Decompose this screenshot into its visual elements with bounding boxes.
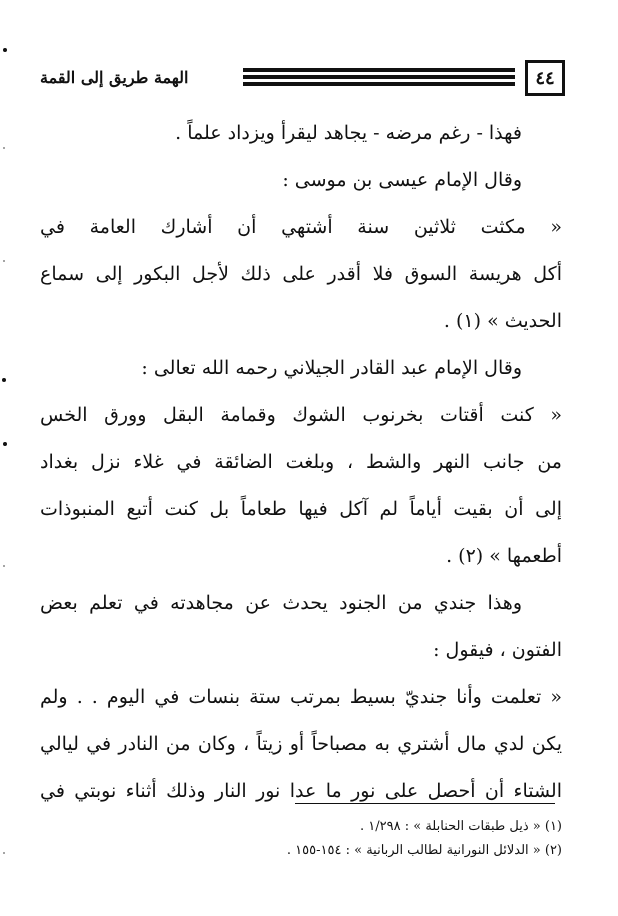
footnote-divider xyxy=(295,803,555,804)
scan-speck xyxy=(3,442,7,446)
book-title: الهمة طريق إلى القمة xyxy=(40,68,189,87)
quote-line: « مكثت ثلاثين سنة أشتهي أن أشارك العامة في xyxy=(40,216,562,238)
scan-speck xyxy=(3,260,5,262)
page-header xyxy=(0,0,618,110)
quote-line: من جانب النهر والشط ، وبلغت الضائقة في غلاء نزل بغداد xyxy=(40,451,562,473)
footnotes xyxy=(200,815,562,863)
scan-speck xyxy=(3,147,5,149)
quote-line: الحديث » (١) . xyxy=(443,310,562,332)
text-line: وقال الإمام عيسى بن موسى : xyxy=(282,169,522,191)
scan-speck xyxy=(3,565,5,567)
scan-speck xyxy=(2,378,6,382)
quote-line: أكل هريسة السوق فلا أقدر على ذلك لأجل البكور إلى سماع xyxy=(40,263,562,285)
footnote-2: (٢) « الدلائل النورانية لطالب الربانية » : ١٥٤-١٥٥ . xyxy=(286,843,562,858)
header-rule xyxy=(243,68,515,92)
quote-line: إلى أن بقيت أياماً لم آكل فيها طعاماً بل كنت أتبع المنبوذات xyxy=(40,498,562,520)
scan-speck xyxy=(3,48,7,52)
footnote-1: (١) « ذيل طبقات الحنابلة » : ١/٢٩٨ . xyxy=(360,819,562,834)
text-line: الفتون ، فيقول : xyxy=(433,639,562,661)
scan-speck xyxy=(3,852,5,854)
quote-line: الشتاء أن أحصل على نور ما عدا نور النار وذلك أثناء نوبتي في xyxy=(40,780,562,802)
quote-line: « كنت أقتات بخرنوب الشوك وقمامة البقل وورق الخس xyxy=(40,404,562,426)
quote-line: « تعلمت وأنا جنديّ بسيط بمرتب ستة بنسات في اليوم . . ولم xyxy=(40,686,562,708)
quote-line: أطعمها » (٢) . xyxy=(446,545,562,567)
text-line: فهذا - رغم مرضه - يجاهد ليقرأ ويزداد علماً . xyxy=(175,122,522,144)
page-number: ٤٤ xyxy=(525,60,565,96)
text-line: وقال الإمام عبد القادر الجيلاني رحمه الله تعالى : xyxy=(141,357,522,379)
quote-line: يكن لدي مال أشتري به مصباحاً أو زيتاً ، وكان من النادر في ليالي xyxy=(40,733,562,755)
text-line: وهذا جندي من الجنود يحدث عن مجاهدته في تعلم بعض xyxy=(40,592,522,614)
main-text xyxy=(40,110,562,815)
